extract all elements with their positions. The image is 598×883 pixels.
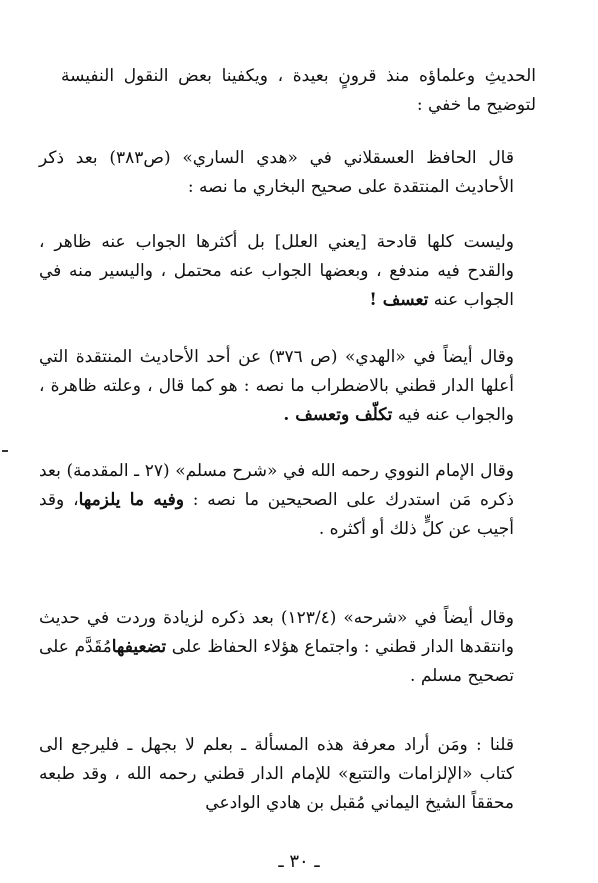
paragraph-text: ، وقد أجيب عن كلٍّ ذلك أو أكثره . (39, 490, 514, 539)
paragraph-text: وليست كلها قادحة [يعني العلل] بل أكثرها الجواب عنه ظاهر ، والقدح فيه مندفع ، وبعضها الجواب عنه محتمل ، واليسير منه في الجواب عنه (39, 232, 514, 310)
paragraph-author-note (39, 731, 536, 818)
paragraph-nawawi-quote (39, 457, 536, 544)
emphasis-text: وفيه ما يلزمها (78, 490, 184, 510)
page-number: ـ ٣٠ ـ (278, 851, 320, 872)
paragraph-intro-continuation (61, 62, 536, 120)
paragraph-nawawi-sharh-quote (39, 604, 536, 691)
paragraph-asqalani-quote-intro (39, 144, 536, 202)
paragraph-text: قلنا : ومَن أراد معرفة هذه المسألة ـ بعلم لا بجهل ـ فليرجع الى كتاب «الإلزامات والتتبع» للإمام الدار قطني رحمه الله ، وقد طبعه محققاً الشيخ اليماني مُقبل بن هادي الوادعي (39, 735, 514, 813)
paragraph-text: الحديثِ وعلماؤه منذ قرونٍ بعيدة ، ويكفينا بعض النقول النفيسة لتوضيح ما خفي : (61, 66, 536, 115)
emphasis-text: تضعيفها (111, 637, 167, 657)
paragraph-text: مُقَدَّم على تصحيح مسلم . (39, 637, 514, 686)
paragraph-text: وقال الإمام النووي رحمه الله في «شرح مسلم» (٢٧ ـ المقدمة) بعد ذكره مَن استدرك على الصحيحين ما نصه : (39, 461, 514, 510)
paragraph-text: قال الحافظ العسقلاني في «هدي الساري» (ص٣٨٣) بعد ذكر الأحاديث المنتقدة على صحيح البخاري ما نصه : (39, 148, 514, 197)
paragraph-huda-quote (39, 343, 536, 430)
paragraph-asqalani-quote (39, 228, 536, 315)
emphasis-text: تعسف ! (369, 290, 429, 310)
paragraph-text: وقال أيضاً في «الهدي» (ص ٣٧٦) عن أحد الأحاديث المنتقدة التي أعلها الدار قطني بالاضطراب ما نصه : هو كما قال ، وعلته ظاهرة ، والجواب عنه فيه (39, 347, 514, 425)
paragraph-text: وقال أيضاً في «شرحه» (١٢٣/٤) بعد ذكره لزيادة وردت في حديث وانتقدها الدار قطني : واجتماع هؤلاء الحفاظ على (39, 608, 515, 657)
margin-mark (2, 450, 8, 452)
emphasis-text: تكلّف وتعسف . (283, 405, 393, 425)
